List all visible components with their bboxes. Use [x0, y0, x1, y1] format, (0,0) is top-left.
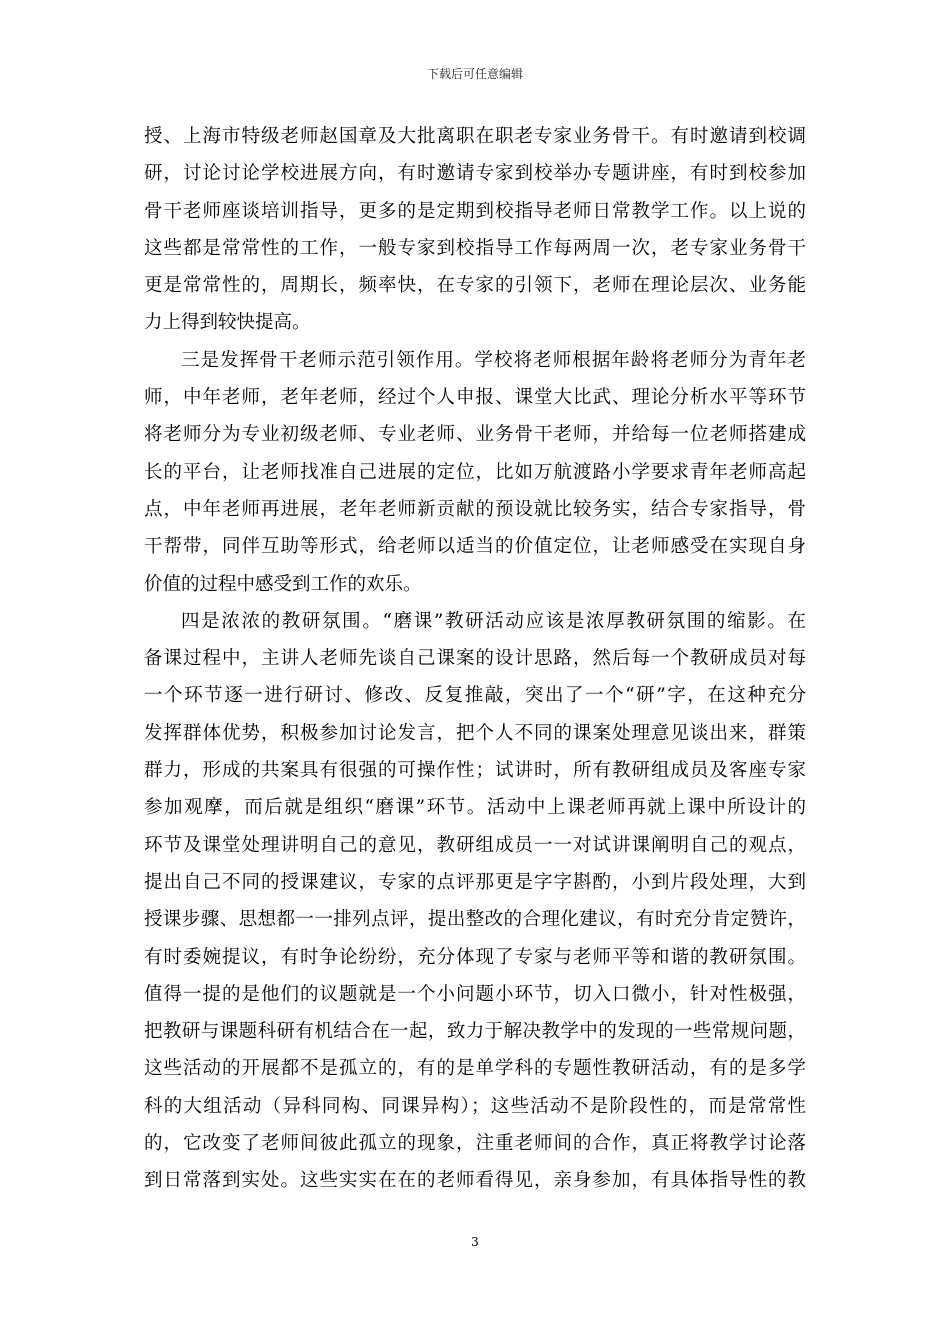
text-line: 授、上海市特级老师赵国章及大批离职在职老专家业务骨干。有时邀请到校调: [144, 126, 806, 147]
text-line: 更是常常性的，周期长，频率快，在专家的引领下，老师在理论层次、业务能: [144, 275, 806, 297]
text-line: 备课过程中，主讲人老师先谈自己课案的设计思路，然后每一个教研成员对每: [144, 648, 806, 670]
text-line: 长的平台，让老师找准自己进展的定位，比如万航渡路小学要求青年老师高起: [144, 461, 806, 483]
text-line: 发挥群体优势，积极参加讨论发言，把个人不同的课案处理意见谈出来，群策: [144, 722, 806, 744]
text-line: 值得一提的是他们的议题就是一个小问题小环节，切入口微小，针对性极强，: [144, 983, 806, 1005]
text-line: 把教研与课题科研有机结合在一起，致力于解决教学中的发现的一些常规问题，: [144, 1021, 806, 1043]
text-line: 力上得到较快提高。: [144, 312, 311, 334]
text-line: 有时委婉提议，有时争论纷纷，充分体现了专家与老师平等和谐的教研氛围。: [144, 946, 806, 968]
text-line: 干帮带，同伴互助等形式，给老师以适当的价值定位，让老师感受在实现自身: [144, 536, 806, 558]
text-line: 提出自己不同的授课建议，专家的点评那更是字字斟酌，小到片段处理，大到: [144, 871, 806, 893]
text-line: 参加观摩，而后就是组织“磨课”环节。活动中上课老师再就上课中所设计的: [144, 797, 806, 819]
text-line: 一个环节逐一进行研讨、修改、反复推敲，突出了一个“研”字，在这种充分: [144, 685, 806, 707]
text-line: 将老师分为专业初级老师、专业老师、业务骨干老师，并给每一位老师搭建成: [144, 424, 806, 446]
paragraph-first-line: 三是发挥骨干老师示范引领作用。学校将老师根据年龄将老师分为青年老: [181, 349, 806, 371]
text-line: 师，中年老师，老年老师，经过个人申报、课堂大比武、理论分析水平等环节: [144, 387, 806, 409]
text-line: 的，它改变了老师间彼此孤立的现象，注重老师间的合作，真正将教学讨论落: [144, 1133, 806, 1155]
page-header: 下载后可任意编辑: [426, 67, 523, 81]
text-line: 这些都是常常性的工作，一般专家到校指导工作每两周一次，老专家业务骨干: [144, 237, 806, 259]
text-line: 环节及课堂处理讲明自己的意见，教研组成员一一对试讲课阐明自己的观点，: [144, 834, 806, 856]
text-line: 群力，形成的共案具有很强的可操作性；试讲时，所有教研组成员及客座专家: [144, 760, 806, 782]
text-line: 研，讨论讨论学校进展方向，有时邀请专家到校举办专题讲座，有时到校参加: [144, 163, 806, 185]
paragraph-first-line: 四是浓浓的教研氛围。“磨课”教研活动应该是浓厚教研氛围的缩影。在: [181, 610, 806, 632]
text-line: 到日常落到实处。这些实实在在的老师看得见，亲身参加，有具体指导性的教: [144, 1170, 806, 1192]
text-line: 这些活动的开展都不是孤立的，有的是单学科的专题性教研活动，有的是多学: [144, 1058, 806, 1080]
text-line: 点，中年老师再进展，老年老师新贡献的预设就比较务实，结合专家指导，骨: [144, 498, 806, 520]
page-number: 3: [471, 1235, 479, 1249]
text-line: 科的大组活动（异科同构、同课异构）；这些活动不是阶段性的，而是常常性: [144, 1095, 806, 1117]
text-line: 骨干老师座谈培训指导，更多的是定期到校指导老师日常教学工作。以上说的: [144, 200, 806, 222]
text-line: 授课步骤、思想都一一排列点评，提出整改的合理化建议，有时充分肯定赞许，: [144, 909, 806, 931]
text-line: 价值的过程中感受到工作的欢乐。: [144, 573, 422, 595]
body-text: [144, 118, 806, 1200]
